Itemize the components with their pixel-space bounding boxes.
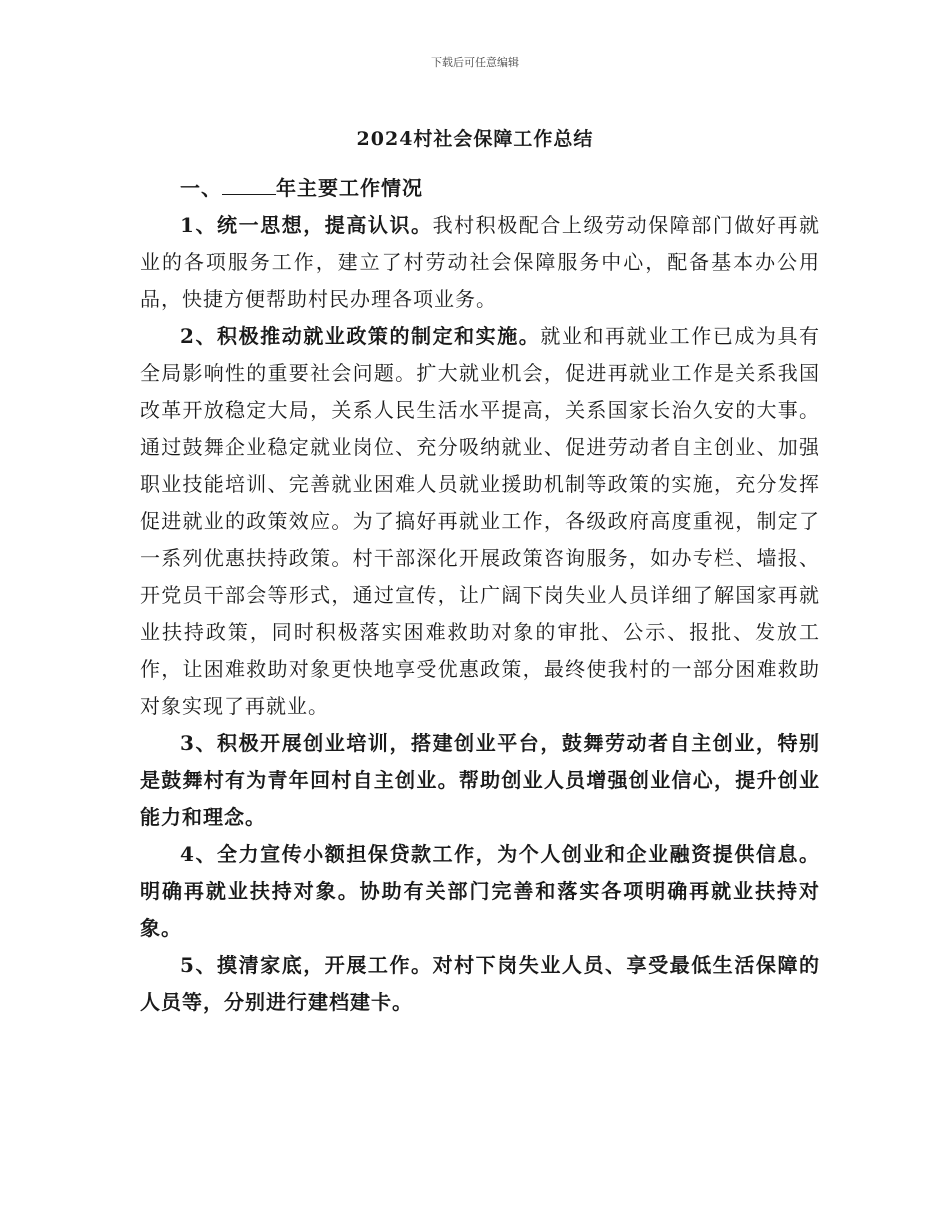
section-heading-prefix: 一、 — [180, 176, 222, 200]
paragraph-3 — [140, 725, 820, 836]
paragraph-1-lead: 1、统一思想，提高认识。 — [180, 213, 433, 237]
paragraph-5 — [140, 947, 820, 1021]
paragraph-2-text: 就业和再就业工作已成为具有全局影响性的重要社会问题。扩大就业机会，促进再就业工作是关系我国改革开放稳定大局，关系人民生活水平提高，关系国家长治久安的大事。通过鼓舞企业稳定就业岗位、充分吸纳就业、促进劳动者自主创业、加强职业技能培训、完善就业困难人员就业援助机制等政策的实施，充分发挥促进就业的政策效应。为了搞好再就业工作，各级政府高度重视，制定了一系列优惠扶持政策。村干部深化开展政策咨询服务，如办专栏、墙报、开党员干部会等形式，通过宣传，让广阔下岗失业人员详细了解国家再就业扶持政策，同时积极落实困难救助对象的审批、公示、报批、发放工作，让困难救助对象更快地享受优惠政策，最终使我村的一部分困难救助对象实现了再就业。 — [140, 324, 820, 718]
document-title: 2024村社会保障工作总结 — [356, 128, 594, 150]
document-body — [140, 170, 820, 1021]
paragraph-3-lead: 3、积极开展创业培训，搭建创业平台，鼓舞劳动者自主创业，特别是鼓舞村有为青年回村自主创业。帮助创业人员增强创业信心，提升创业能力和理念。 — [140, 731, 820, 829]
paragraph-4 — [140, 836, 820, 947]
paragraph-2-lead: 2、积极推动就业政策的制定和实施。 — [180, 324, 541, 348]
paragraph-1-text: 我村积极配合上级劳动保障部门做好再就业的各项服务工作，建立了村劳动社会保障服务中心，配备基本办公用品，快捷方便帮助村民办理各项业务。 — [140, 213, 821, 311]
paragraph-1 — [140, 207, 820, 318]
header-note: 下载后可任意编辑 — [431, 56, 519, 69]
section-heading — [140, 170, 820, 207]
year-blank — [222, 172, 276, 195]
paragraph-2 — [140, 318, 820, 725]
section-heading-suffix: 年主要工作情况 — [276, 176, 423, 200]
paragraph-5-lead: 5、摸清家底，开展工作。对村下岗失业人员、享受最低生活保障的人员等，分别进行建档建卡。 — [140, 953, 820, 1014]
paragraph-4-lead: 4、全力宣传小额担保贷款工作，为个人创业和企业融资提供信息。明确再就业扶持对象。协助有关部门完善和落实各项明确再就业扶持对象。 — [140, 842, 820, 940]
